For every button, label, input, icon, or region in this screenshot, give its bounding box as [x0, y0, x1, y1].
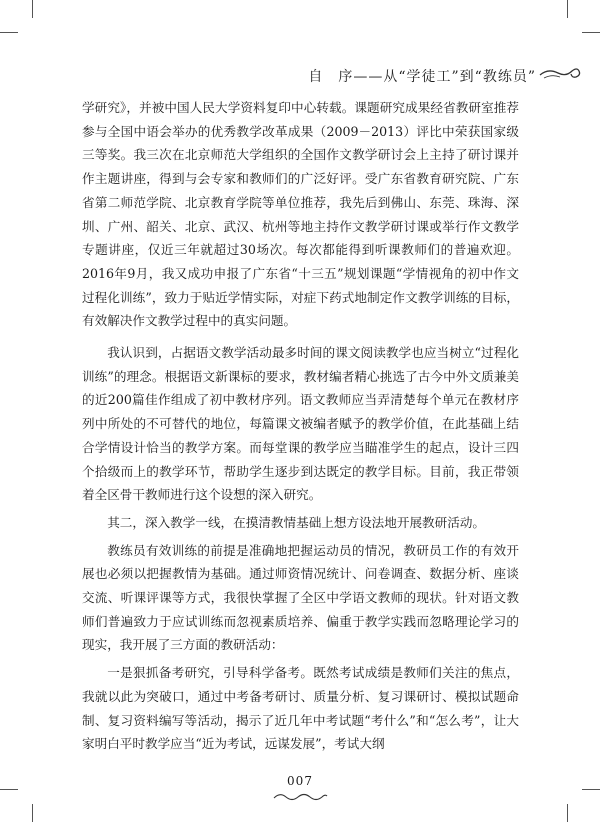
crop-mark-top-left-h	[0, 14, 18, 33]
crop-mark-bottom-left-h	[0, 789, 18, 808]
page-number: 007	[287, 774, 313, 788]
paragraph: 我认识到，占据语文教学活动最多时间的课文阅读教学也应当树立“过程化训练”的理念。根据语文新课标的要求，教材编者精心挑选了古今中外文质兼美的近200篇佳作组成了初中教材序列。语文教师应当弄清楚每个单元在教材序列中所处的不可替代的地位，每篇课文被编者赋予的教学价值，在此基础上结合学情设计恰当的教学方案。而每堂课的教学应当瞄准学生的起点，设计三四个拾级而上的教学环节，帮助学生逐步到达既定的教学目标。目前，我正带领着全区骨干教师进行这个设想的深入研究。	[82, 345, 519, 503]
paragraph: 教练员有效训练的前提是准确地把握运动员的情况，教研员工作的有效开展也必须以把握教情为基础。通过师资情况统计、问卷调查、数据分析、座谈交流、听课评课等方式，我很快掌握了全区中学语文教师的现状。针对语文教师们普遍致力于应试训练而忽视素质培养、偏重于教学实践而忽略理论学习的现实，我开展了三方面的教研活动：	[82, 542, 519, 653]
running-head-title: 自 序——从“学徒工”到“教练员”	[308, 69, 536, 85]
paragraph-subheading: 其二，深入教学一线，在摸清教情基础上想方设法地开展教研活动。	[107, 514, 485, 530]
crop-mark-bottom-right-h	[582, 789, 600, 808]
body-text	[82, 96, 519, 756]
swirl-ornament-icon	[538, 62, 582, 84]
paragraph: 一是狠抓备考研究，引导科学备考。既然考试成绩是教师们关注的焦点，我就以此为突破口，通过中考备考研讨、质量分析、复习课研讨、模拟试题命制、复习资料编写等活动，揭示了近几年中考试题“考什么”和“怎么考”，让大家明白平时教学应当“近为考试，远谋发展”，考试大纲	[82, 665, 519, 752]
crop-mark-top-right-h	[582, 14, 600, 33]
paragraph-continuation: 学研究》，并被中国人民大学资料复印中心转载。课题研究成果经省教研室推荐参与全国中语会举办的优秀教学改革成果（2009－2013）评比中荣获国家级三等奖。我三次在北京师范大学组织的全国作文教学研讨会上主持了研讨课并作主题讲座，得到与会专家和教师们的广泛好评。受广东省教育研究院、广东省第二师范学院、北京教育学院等单位推荐，我先后到佛山、东莞、珠海、深圳、广州、韶关、北京、武汉、杭州等地主持作文教学研讨课或举行作文教学专题讲座，仅近三年就超过30场次。每次都能得到听课教师们的普遍欢迎。2016年9月，我又成功申报了广东省“十三五”规划课题“学情视角的初中作文过程化训练”，致力于贴近学情实际，对症下药式地制定作文教学训练的目标，有效解决作文教学过程中的真实问题。	[82, 100, 519, 329]
wave-ornament-icon	[270, 791, 330, 803]
